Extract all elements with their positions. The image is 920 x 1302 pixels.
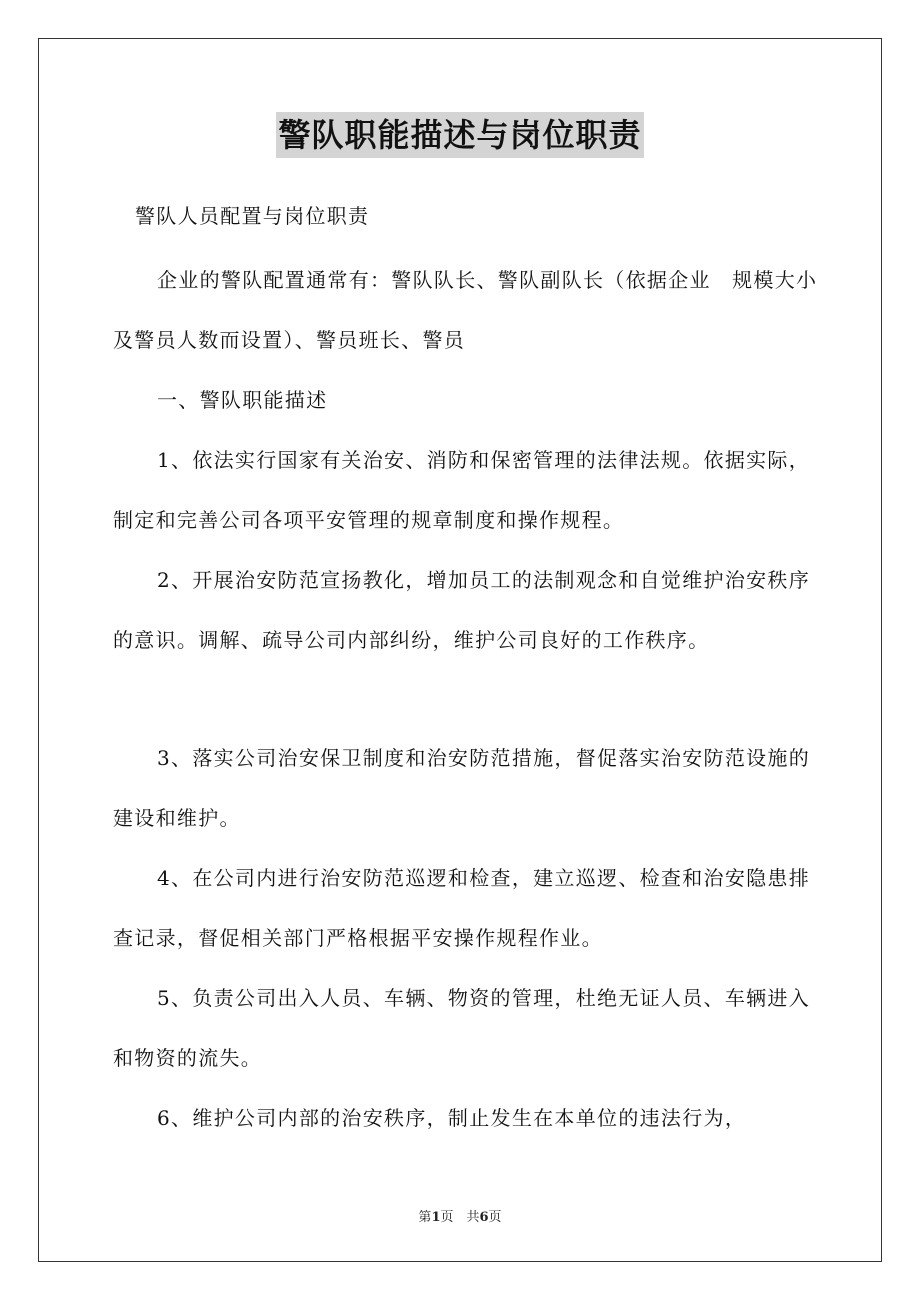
document-title: 警队职能描述与岗位职责 [276,112,643,158]
paragraph-item-1: 1、依法实行国家有关治安、消防和保密管理的法律法规。依据实际，制定和完善公司各项平安管理的规章制度和操作规程。 [113,448,811,532]
total-page-number: 6 [479,1210,489,1225]
paragraph-config: 企业的警队配置通常有：警队队长、警队副队长（依据企业 规模大小及警员人数而设置）、警员班长、警员 [113,268,818,352]
page-footer [0,1206,920,1225]
paragraph-item-4: 4、在公司内进行治安防范巡逻和检查，建立巡逻、检查和治安隐患排查记录，督促相关部门严格根据平安操作规程作业。 [113,866,811,950]
section-heading: 一、警队职能描述 [157,388,328,412]
paragraph-item-2: 2、开展治安防范宣扬教化，增加员工的法制观念和自觉维护治安秩序的意识。调解、疏导公司内部纠纷，维护公司良好的工作秩序。 [113,568,811,652]
paragraph-heading: 警队人员配置与岗位职责 [135,204,370,228]
document-body [113,194,823,1148]
page-label-suffix: 页 [488,1210,502,1225]
title-wrap [0,112,920,158]
paragraph-item-3: 3、落实公司治安保卫制度和治安防范措施，督促落实治安防范设施的建设和维护。 [113,746,811,830]
paragraph-item-5: 5、负责公司出入人员、车辆、物资的管理，杜绝无证人员、车辆进入和物资的流失。 [113,986,811,1070]
current-page-number: 1 [431,1210,441,1225]
page-label-mid: 页 共 [440,1210,480,1225]
paragraph-item-6: 6、维护公司内部的治安秩序，制止发生在本单位的违法行为， [157,1106,747,1130]
page-label-prefix: 第 [418,1210,432,1225]
